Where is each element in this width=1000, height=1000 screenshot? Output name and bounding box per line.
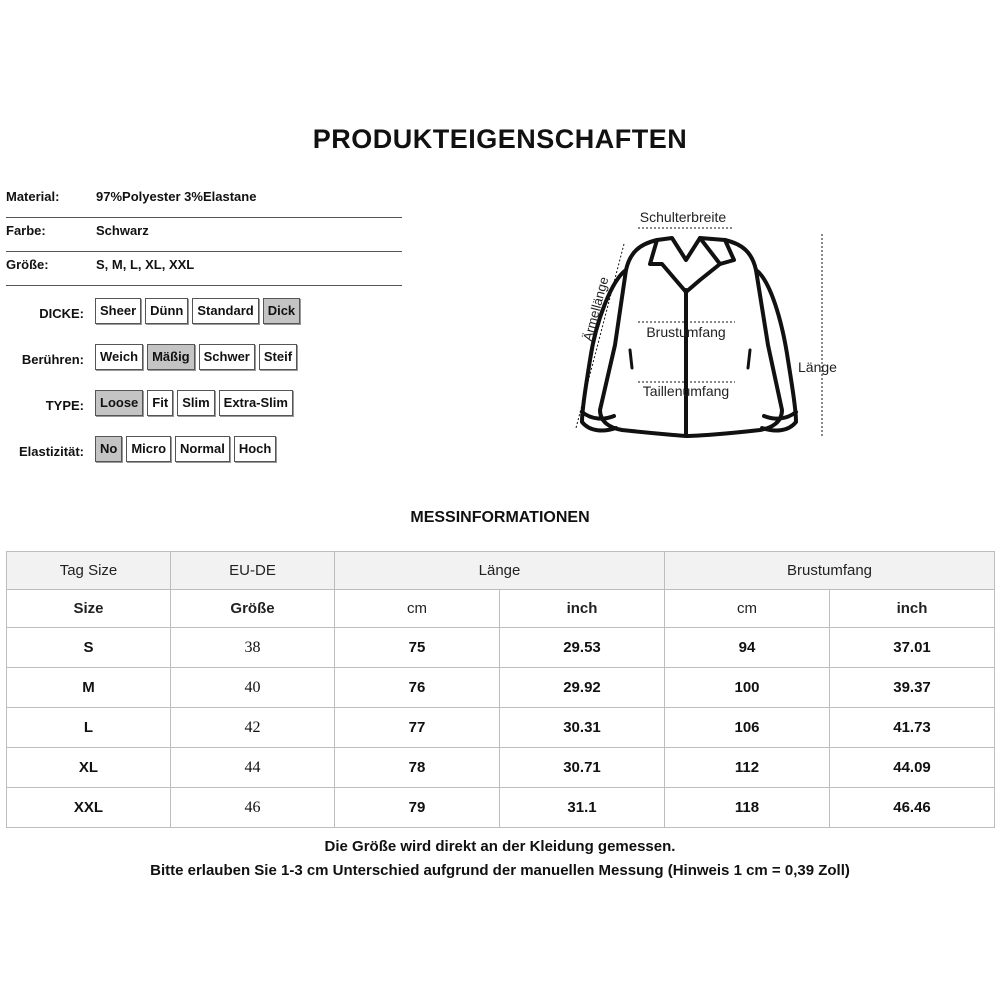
table-header-cell: Brustumfang — [665, 552, 995, 590]
prop-label-elasticity: Elastizität: — [18, 444, 84, 459]
table-cell: 29.53 — [500, 628, 665, 668]
size-table — [6, 551, 995, 828]
option-box: Steif — [259, 344, 297, 370]
info-label: Material: — [6, 189, 60, 204]
option-group-thickness — [95, 298, 300, 324]
table-cell: 31.1 — [500, 788, 665, 828]
table-row — [7, 708, 995, 748]
table-header-cell: EU-DE — [171, 552, 335, 590]
option-box-selected: No — [95, 436, 122, 462]
table-subheader-row — [7, 590, 995, 628]
info-row-material — [6, 183, 402, 218]
prop-label-type: TYPE: — [45, 398, 84, 413]
option-group-type — [95, 390, 293, 416]
table-cell: 46.46 — [830, 788, 995, 828]
shoulder-label: Schulterbreite — [639, 209, 727, 225]
table-cell: 76 — [335, 668, 500, 708]
table-cell: 44.09 — [830, 748, 995, 788]
table-cell: 78 — [335, 748, 500, 788]
option-box: Normal — [175, 436, 230, 462]
info-row-size — [6, 251, 402, 286]
option-box: Sheer — [95, 298, 141, 324]
chest-label: Brustumfang — [646, 324, 726, 340]
table-header-cell: inch — [500, 590, 665, 628]
table-cell: 40 — [171, 668, 335, 708]
note-line-2: Bitte erlauben Sie 1-3 cm Unterschied aufgrund der manuellen Messung (Hinweis 1 cm = 0,39 Zoll) — [150, 862, 850, 879]
option-box-selected: Mäßig — [147, 344, 195, 370]
table-cell: 112 — [665, 748, 830, 788]
option-box: Extra-Slim — [219, 390, 293, 416]
table-cell: 42 — [171, 708, 335, 748]
table-cell: S — [7, 628, 171, 668]
table-row — [7, 788, 995, 828]
option-box: Slim — [177, 390, 214, 416]
table-cell: L — [7, 708, 171, 748]
option-box: Micro — [126, 436, 171, 462]
table-cell: 29.92 — [500, 668, 665, 708]
prop-label-thickness: DICKE: — [39, 306, 84, 321]
option-box-selected: Loose — [95, 390, 143, 416]
table-header-cell: Länge — [335, 552, 665, 590]
table-cell: 39.37 — [830, 668, 995, 708]
table-cell: 38 — [171, 628, 335, 668]
table-cell: 118 — [665, 788, 830, 828]
table-header-cell: inch — [830, 590, 995, 628]
info-label: Größe: — [6, 257, 49, 272]
table-header-row — [7, 552, 995, 590]
jacket-measurement-diagram — [560, 200, 860, 445]
info-row-color — [6, 217, 402, 252]
table-cell: 30.31 — [500, 708, 665, 748]
option-box: Standard — [192, 298, 258, 324]
waist-label: Taillenumfang — [642, 383, 730, 399]
table-cell: 75 — [335, 628, 500, 668]
option-box: Hoch — [234, 436, 277, 462]
table-row — [7, 748, 995, 788]
info-value: Schwarz — [96, 223, 149, 238]
table-row — [7, 628, 995, 668]
option-box: Weich — [95, 344, 143, 370]
prop-label-touch: Berühren: — [21, 352, 84, 367]
table-cell: 44 — [171, 748, 335, 788]
sleeve-label: Ärmellänge — [579, 275, 612, 343]
table-row — [7, 668, 995, 708]
table-header-cell: Größe — [171, 590, 335, 628]
measure-title: MESSINFORMATIONEN — [410, 509, 590, 526]
table-cell: XL — [7, 748, 171, 788]
table-cell: 100 — [665, 668, 830, 708]
option-box-selected: Dick — [263, 298, 300, 324]
option-group-touch — [95, 344, 297, 370]
table-cell: 37.01 — [830, 628, 995, 668]
table-header-cell: Size — [7, 590, 171, 628]
option-group-elasticity — [95, 436, 276, 462]
table-cell: 106 — [665, 708, 830, 748]
option-box: Fit — [147, 390, 173, 416]
length-label: Länge — [798, 359, 837, 375]
info-value: S, M, L, XL, XXL — [96, 257, 195, 272]
table-header-cell: cm — [665, 590, 830, 628]
info-value: 97%Polyester 3%Elastane — [96, 189, 257, 204]
table-header-cell: cm — [335, 590, 500, 628]
table-cell: 94 — [665, 628, 830, 668]
option-box: Schwer — [199, 344, 255, 370]
table-cell: 30.71 — [500, 748, 665, 788]
table-cell: 41.73 — [830, 708, 995, 748]
table-header-cell: Tag Size — [7, 552, 171, 590]
table-cell: 79 — [335, 788, 500, 828]
info-label: Farbe: — [6, 223, 46, 238]
table-cell: 77 — [335, 708, 500, 748]
table-cell: XXL — [7, 788, 171, 828]
note-line-1: Die Größe wird direkt an der Kleidung gemessen. — [324, 838, 676, 855]
option-box: Dünn — [145, 298, 188, 324]
page-title: PRODUKTEIGENSCHAFTEN — [312, 124, 688, 154]
table-cell: 46 — [171, 788, 335, 828]
table-cell: M — [7, 668, 171, 708]
